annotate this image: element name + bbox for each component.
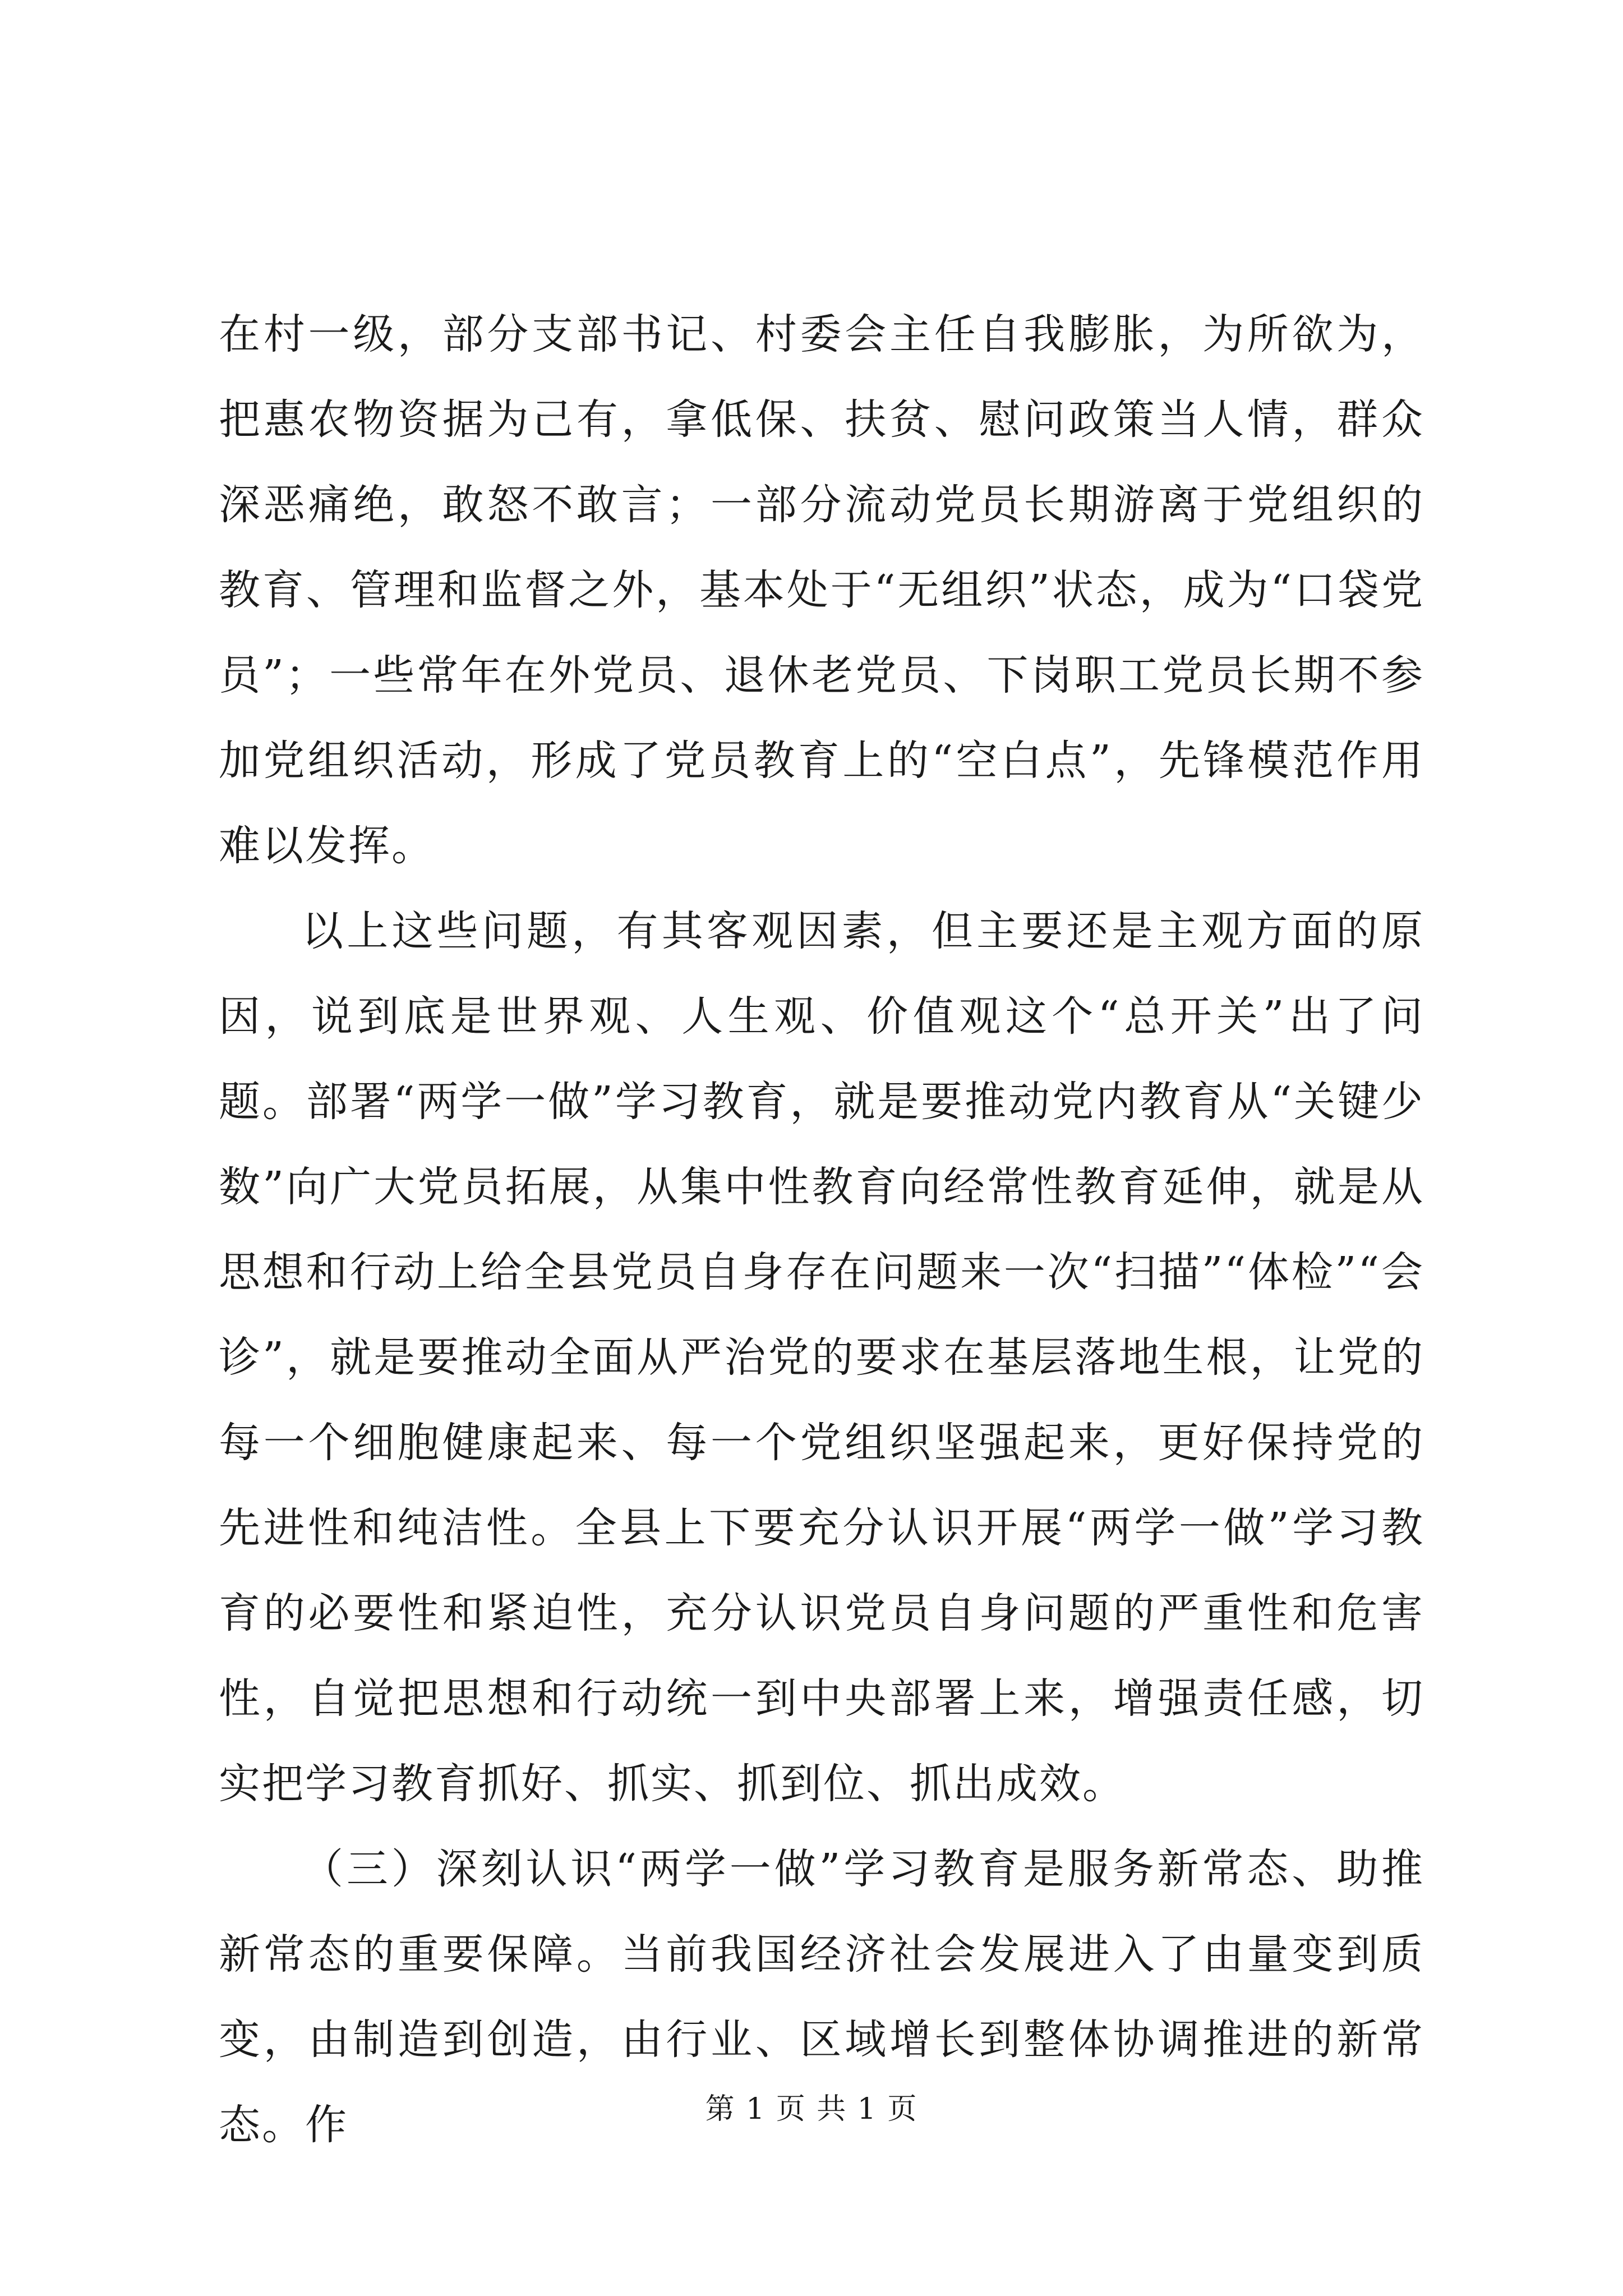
paragraph-section-three: （三）深刻认识“两学一做”学习教育是服务新常态、助推新常态的重要保障。当前我国经济社会发展进入了由量变到质变，由制造到创造，由行业、区域增长到整体协调推进的新常态。作 <box>219 1845 1424 2149</box>
document-body <box>219 292 1424 2168</box>
page-footer: 第 1 页 共 1 页 <box>705 2092 918 2126</box>
paragraph-problems-analysis: 以上这些问题，有其客观因素，但主要还是主观方面的原因，说到底是世界观、人生观、价值观这个“总开关”出了问题。部署“两学一做”学习教育，就是要推动党内教育从“关键少数”向广大党员拓展，从集中性教育向经常性教育延伸，就是从思想和行动上给全县党员自身存在问题来一次“扫描”“体检”“会诊”，就是要推动全面从严治党的要求在基层落地生根，让党的每一个细胞健康起来、每一个党组织坚强起来，更好保持党的先进性和纯洁性。全县上下要充分认识开展“两学一做”学习教育的必要性和紧迫性，充分认识党员自身问题的严重性和危害性，自觉把思想和行动统一到中央部署上来，增强责任感，切实把学习教育抓好、抓实、抓到位、抓出成效。 <box>219 907 1424 1808</box>
paragraph-continued: 在村一级，部分支部书记、村委会主任自我膨胀，为所欲为，把惠农物资据为己有，拿低保、扶贫、慰问政策当人情，群众深恶痛绝，敢怒不敢言；一部分流动党员长期游离于党组织的教育、管理和监督之外，基本处于“无组织”状态，成为“口袋党员”；一些常年在外党员、退休老党员、下岗职工党员长期不参加党组织活动，形成了党员教育上的“空白点”，先锋模范作用难以发挥。 <box>219 310 1424 870</box>
